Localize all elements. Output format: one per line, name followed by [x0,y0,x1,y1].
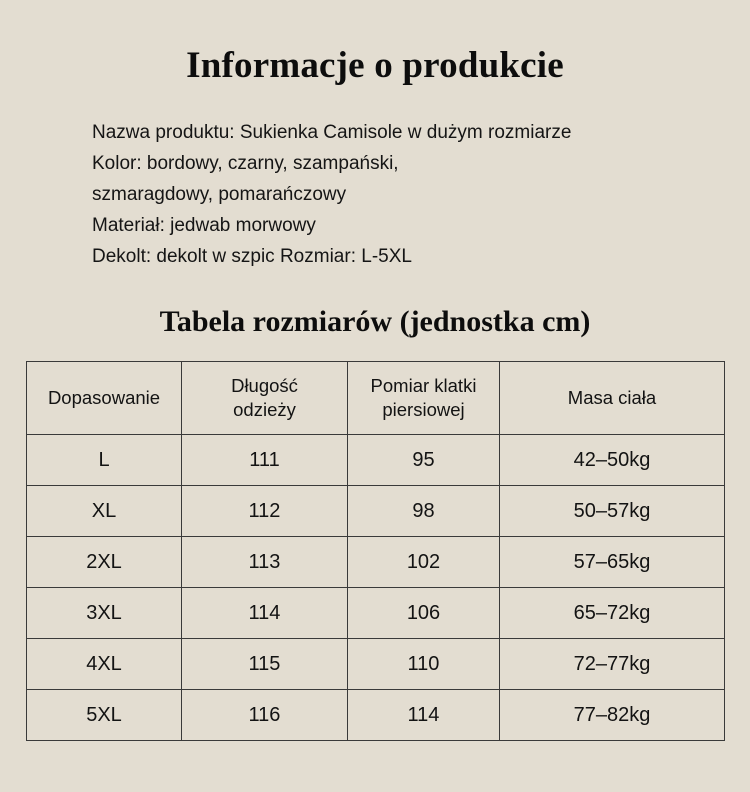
column-header-weight [500,362,725,435]
cell-fit: 2XL [27,537,182,588]
product-neckline-line: Dekolt: dekolt w szpic Rozmiar: L-5XL [92,246,412,267]
cell-weight: 77–82kg [500,690,725,741]
table-row [27,486,725,537]
cell-fit: XL [27,486,182,537]
cell-weight: 50–57kg [500,486,725,537]
product-color-line-2: szmaragdowy, pomarańczowy [92,184,347,205]
table-header-row [27,362,725,435]
size-table-body [27,435,725,741]
column-header-fit [27,362,182,435]
cell-fit: 4XL [27,639,182,690]
cell-fit: L [27,435,182,486]
cell-chest: 114 [348,690,500,741]
column-header-chest [348,362,500,435]
cell-fit: 3XL [27,588,182,639]
cell-length: 115 [182,639,348,690]
cell-weight: 42–50kg [500,435,725,486]
cell-weight: 72–77kg [500,639,725,690]
table-row [27,435,725,486]
size-table [26,361,725,741]
cell-chest: 98 [348,486,500,537]
cell-chest: 102 [348,537,500,588]
cell-weight: 65–72kg [500,588,725,639]
table-row [27,588,725,639]
column-header-weight-line1: Masa ciała [567,387,657,408]
column-header-length [182,362,348,435]
table-row [27,690,725,741]
size-table-title: Tabela rozmiarów (jednostka cm) [159,305,591,338]
cell-chest: 110 [348,639,500,690]
cell-length: 112 [182,486,348,537]
cell-chest: 95 [348,435,500,486]
size-table-header [27,362,725,435]
page-title: Informacje o produkcie [186,45,564,86]
column-header-chest-line2: piersiowej [382,399,465,420]
cell-length: 114 [182,588,348,639]
cell-weight: 57–65kg [500,537,725,588]
size-table-wrapper [26,361,724,741]
cell-length: 113 [182,537,348,588]
product-name-line: Nazwa produktu: Sukienka Camisole w dużym rozmiarze [92,122,572,143]
table-row [27,639,725,690]
cell-chest: 106 [348,588,500,639]
column-header-fit-line1: Dopasowanie [47,387,161,408]
cell-fit: 5XL [27,690,182,741]
product-color-line-1: Kolor: bordowy, czarny, szampański, [92,153,399,174]
column-header-chest-line1: Pomiar klatki [370,375,477,396]
product-info-block [92,117,750,272]
cell-length: 116 [182,690,348,741]
product-material-line: Materiał: jedwab morwowy [92,215,316,236]
column-header-length-line2: odzieży [233,399,296,420]
column-header-length-line1: Długość [231,375,298,396]
cell-length: 111 [182,435,348,486]
table-row [27,537,725,588]
